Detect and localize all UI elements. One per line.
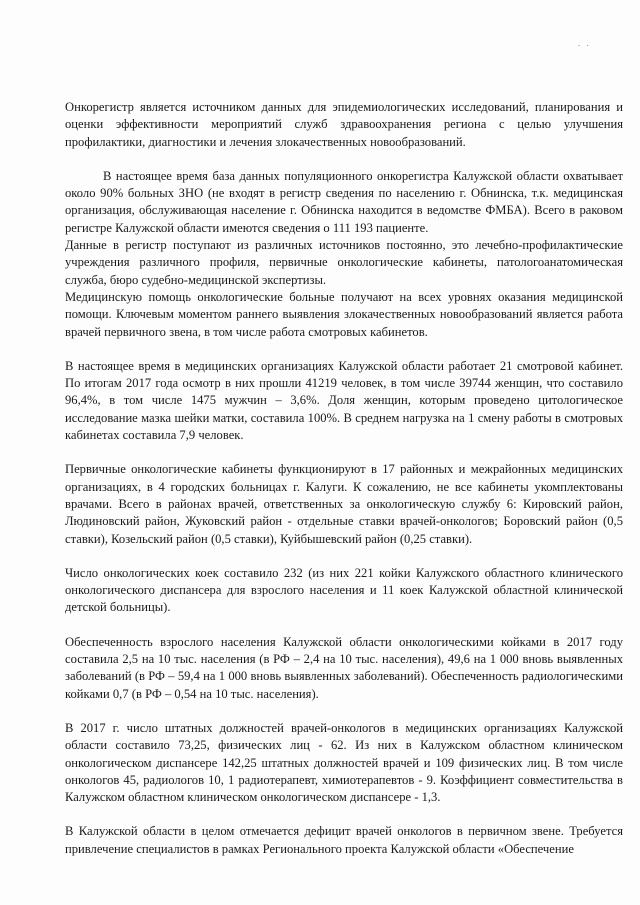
paragraph-examination-rooms: В настоящее время в медицинских организациях Калужской области работает 21 смотровой кабинет. По итогам 2017 года осмотр в них прошли 41219 человек, в том числе 39744 женщин, что составило 96,4%, в том числе 1475 мужчин – 3,6%. Доля женщин, которым проведено цитологическое исследование мазка шейки матки, составила 100%. В среднем нагрузка на 1 смену работы в смотровых кабинетах составила 7,9 человек.	[65, 358, 623, 443]
page-mark: . .	[578, 38, 591, 48]
paragraph-bed-provision: Обеспеченность взрослого населения Калужской области онкологическими койками в 2017 году составила 2,5 на 10 тыс. населения (в РФ – 2,4 на 10 тыс. населения), 49,6 на 1 000 вновь выявленных заболеваний (в РФ – 59,4 на 1 000 вновь выявленных заболеваний). Обеспеченность радиологическими койками 0,7 (в РФ – 0,54 на 10 тыс. населения).	[65, 634, 623, 701]
paragraph-staff-positions: В 2017 г. число штатных должностей врачей-онкологов в медицинских организациях Калужской области составило 73,25, физических лиц - 62. Из них в Калужском областном клиническом онкологическом диспансере 142,25 штатных должностей врачей и 109 физических лиц. В том числе онкологов 45, радиологов 10, 1 радиотерапевт, химиотерапевтов - 9. Коэффициент совместительства в Калужском областном клиническом онкологическом диспансере - 1,3.	[65, 720, 623, 805]
paragraph-oncology-beds: Число онкологических коек составило 232 (из них 221 койки Калужского областного клинического онкологического диспансера для взрослого населения и 11 коек Калужской областной клинической детской больницы).	[65, 565, 623, 615]
paragraph-database-coverage: В настоящее время база данных популяционного онкорегистра Калужской области охватывает около 90% больных ЗНО (не входят в регистр сведения по населению г. Обнинска, т.к. медицинская организация, обслуживающая население г. Обнинска находится в ведомстве ФМБА). Всего в раковом регистре Калужской области имеются сведения о 111 193 пациенте.	[65, 168, 623, 235]
paragraph-oncology-cabinets: Первичные онкологические кабинеты функционируют в 17 районных и межрайонных медицинских организациях, в 4 городских больницах г. Калуги. К сожалению, не все кабинеты укомплектованы врачами. Всего в районах врачей, ответственных за онкологическую службу 6: Кировский район, Людиновский район, Жуковский район - отдельные ставки врачей-онкологов; Боровский район (0,5 ставки), Козельский район (0,5 ставки), Куйбышевский район (0,25 ставки).	[65, 462, 623, 546]
paragraph-staff-deficit: В Калужской области в целом отмечается дефицит врачей онкологов в первичном звене. Требуется привлечение специалистов в рамках Регионального проекта Калужской области «Обеспечение	[65, 824, 623, 856]
paragraph-medical-care-levels: Медицинскую помощь онкологические больные получают на всех уровнях оказания медицинской помощи. Ключевым моментом раннего выявления злокачественных новообразований является работа врачей первичного звена, в том числе работа смотровых кабинетов.	[65, 289, 623, 339]
paragraph-data-sources: Данные в регистр поступают из различных источников постоянно, это лечебно-профилактические учреждения различного профиля, первичные онкологические кабинеты, патологоанатомическая служба, бюро судебно-медицинской экспертизы.	[65, 238, 623, 287]
document-body	[65, 99, 623, 858]
paragraph-onco-registry-purpose: Онкорегистр является источником данных для эпидемиологических исследований, планирования и оценки эффективности мероприятий служб здравоохранения региона с целью улучшения профилактики, диагностики и лечения злокачественных новообразований.	[65, 100, 623, 149]
